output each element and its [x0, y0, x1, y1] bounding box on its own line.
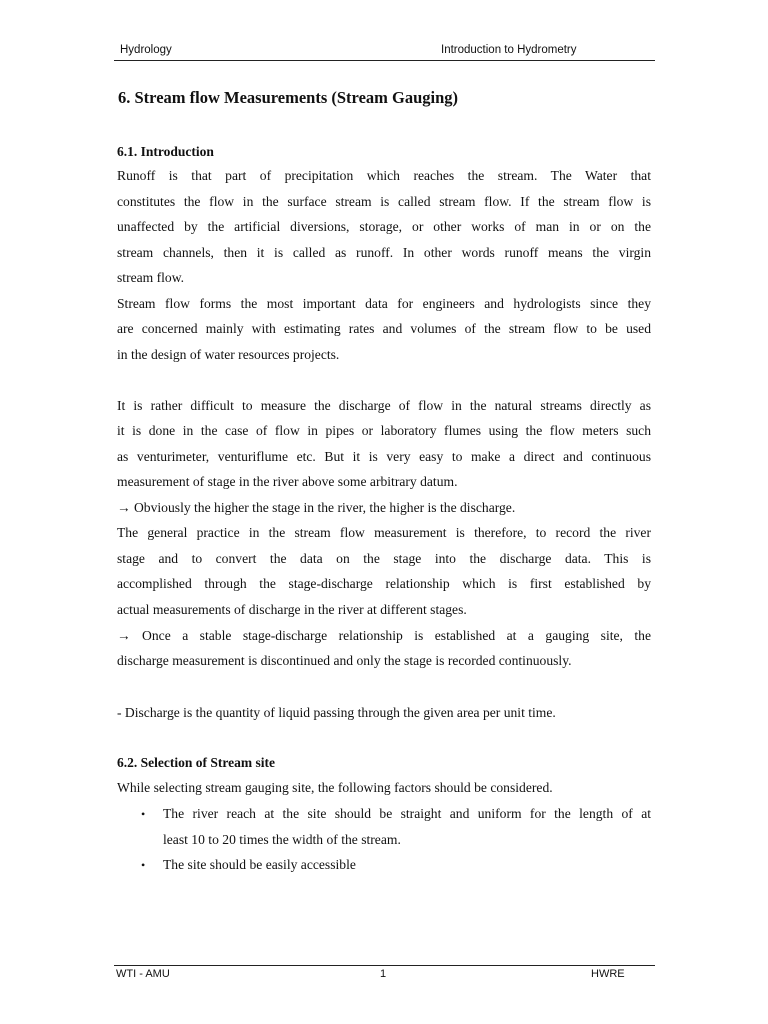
chapter-title: 6. Stream flow Measurements (Stream Gauging) [118, 88, 459, 107]
paragraph-line: in the design of water resources projects. [117, 347, 340, 362]
section-heading-introduction: 6.1. Introduction [117, 144, 214, 159]
bullet-line: least 10 to 20 times the width of the stream. [163, 832, 401, 847]
bullet-icon: • [141, 807, 146, 821]
paragraph-line: stage and to convert the data on the stage into the discharge data. This is [117, 551, 651, 566]
bullet-icon: • [141, 858, 146, 872]
paragraph-line: Stream flow forms the most important data for engineers and hydrologists since they [117, 296, 651, 311]
footer-right: HWRE [591, 968, 625, 980]
paragraph-line: measurement of stage in the river above some arbitrary datum. [117, 474, 458, 489]
paragraph-line: actual measurements of discharge in the river at different stages. [117, 602, 467, 617]
paragraph-line: stream flow. [117, 270, 185, 285]
section-intro-line: While selecting stream gauging site, the following factors should be considered. [117, 780, 553, 795]
page-header [114, 43, 655, 61]
paragraph-line: it is done in the case of flow in pipes or laboratory flumes using the flow meters such [117, 423, 651, 438]
paragraph-line: Runoff is that part of precipitation which reaches the stream. The Water that [117, 168, 651, 183]
header-right: Introduction to Hydrometry [441, 44, 577, 56]
paragraph-line: stream channels, then it is called as runoff. In other words runoff means the virgin [117, 245, 651, 260]
section-heading-site-selection: 6.2. Selection of Stream site [117, 755, 275, 770]
bullet-line: The river reach at the site should be straight and uniform for the length of at [163, 806, 651, 821]
page-footer [114, 965, 655, 983]
page-number: 1 [380, 968, 387, 980]
paragraph-line: as venturimeter, venturiflume etc. But it is very easy to make a direct and continuous [117, 449, 651, 464]
definition-line: - Discharge is the quantity of liquid passing through the given area per unit time. [117, 705, 556, 720]
header-left: Hydrology [120, 44, 172, 56]
paragraph-line: discharge measurement is discontinued and only the stage is recorded continuously. [117, 653, 572, 668]
paragraph-line: accomplished through the stage-discharge relationship which is first established by [117, 576, 651, 591]
bullet-line: The site should be easily accessible [163, 857, 356, 872]
paragraph-line: The general practice in the stream flow measurement is therefore, to record the river [117, 525, 651, 540]
paragraph-line: unaffected by the artificial diversions, storage, or other works of man in or on the [117, 219, 651, 234]
arrow-note-line: → Once a stable stage-discharge relationship is established at a gauging site, the [117, 628, 651, 643]
paragraph-line: It is rather difficult to measure the discharge of flow in the natural streams directly as [117, 398, 651, 413]
arrow-note-line: → Obviously the higher the stage in the river, the higher is the discharge. [117, 500, 516, 515]
paragraph-line: are concerned mainly with estimating rates and volumes of the stream flow to be used [117, 321, 651, 336]
footer-left: WTI - AMU [116, 968, 170, 980]
paragraph-line: constitutes the flow in the surface stream is called stream flow. If the stream flow is [117, 194, 651, 209]
